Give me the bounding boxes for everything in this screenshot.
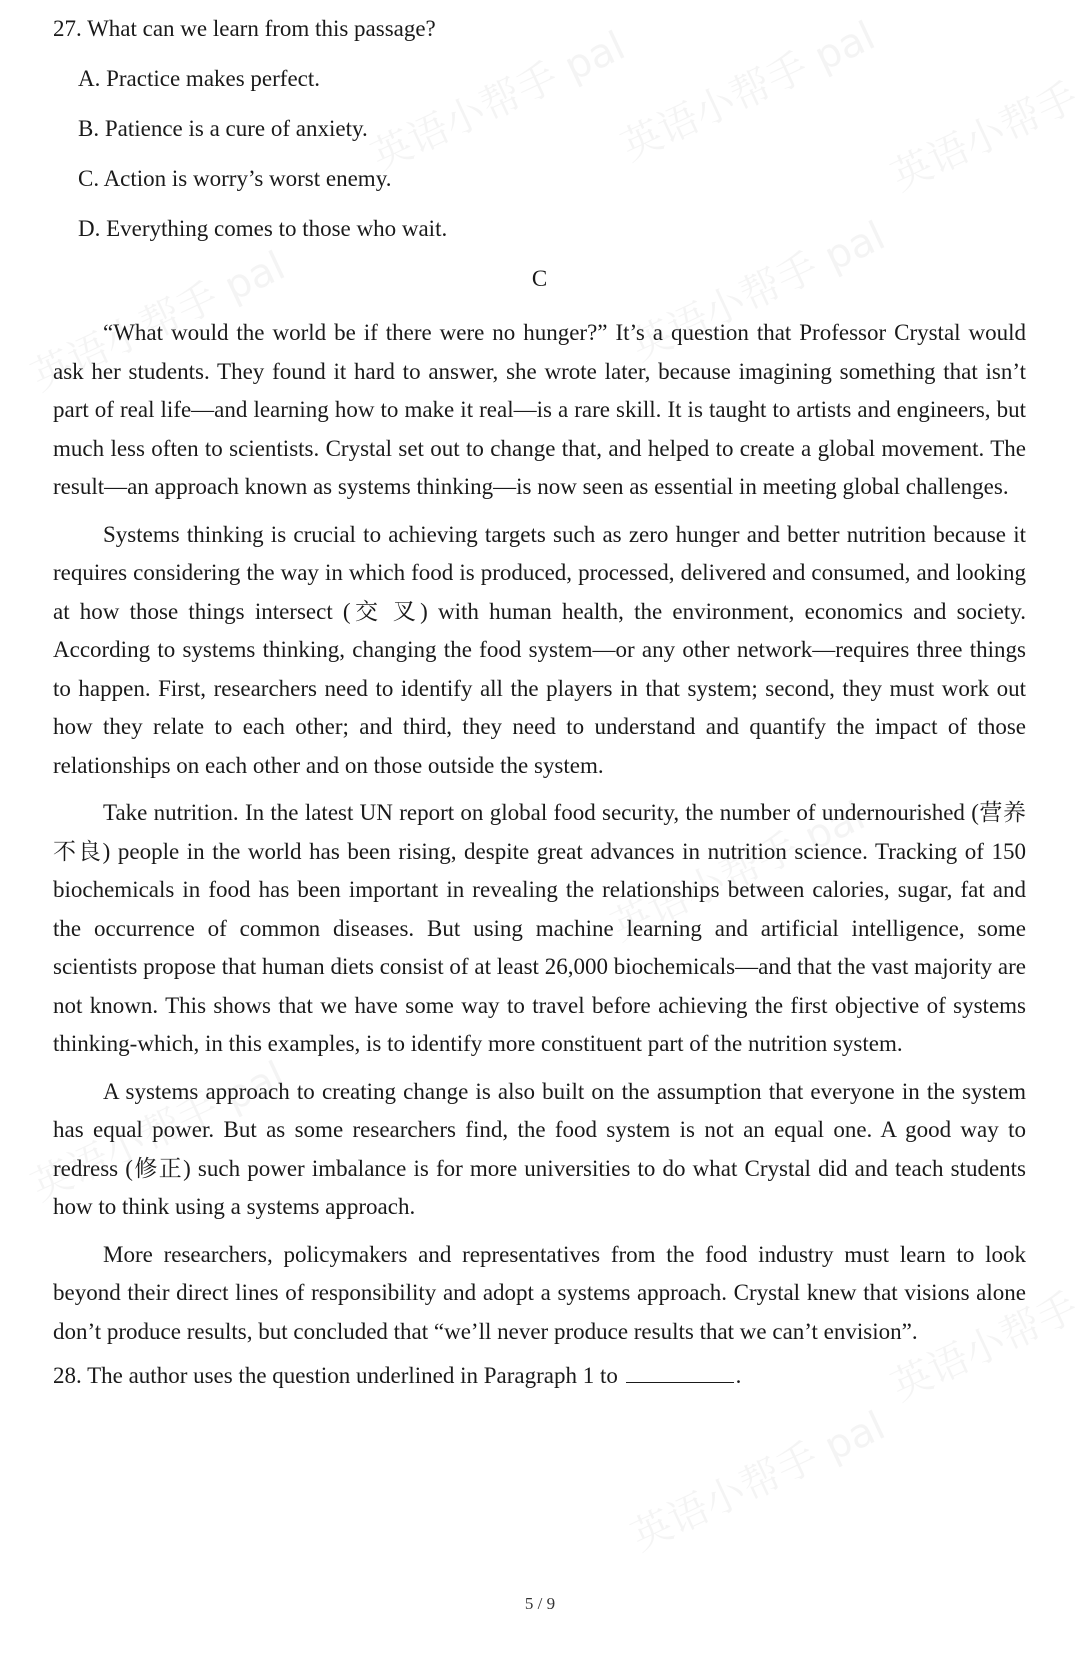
answer-blank bbox=[626, 1362, 734, 1383]
passage bbox=[53, 314, 1026, 1351]
section-heading: C bbox=[531, 266, 548, 291]
passage-paragraph-5: More researchers, policymakers and representatives from the food industry must learn to look beyond their direct lines of responsibility and adopt a systems approach. Crystal knew that visions alone don’t produce results, but concluded that “we’ll never produce results that we can’t envision”. bbox=[53, 1241, 1026, 1344]
question-27-option-d: D. Everything comes to those who wait. bbox=[78, 216, 448, 241]
question-28 bbox=[53, 1361, 1026, 1391]
passage-paragraph-4: A systems approach to creating change is also built on the assumption that everyone in the system has equal power. But as some researchers find, the food system is not an equal one. A good way to redress (修正) such power imbalance is for more universities to do what Crystal did and teach students how to think using a systems approach. bbox=[53, 1078, 1026, 1219]
question-28-stem: 28. The author uses the question underlined in Paragraph 1 to bbox=[53, 1363, 618, 1388]
page-content bbox=[53, 14, 1026, 1391]
question-27-option-b: B. Patience is a cure of anxiety. bbox=[78, 116, 368, 141]
passage-paragraph-2: Systems thinking is crucial to achieving targets such as zero hunger and better nutrition because it requires considering the way in which food is produced, processed, delivered and consumed, and looking at how those things intersect (交 叉) with human health, the environment, economics and society. According to systems thinking, changing the food system—or any other network—requires three things to happen. First, researchers need to identify all the players in that system; second, they must work out how they relate to each other; and third, they need to understand and quantify the impact of those relationships on each other and on those outside the system. bbox=[53, 521, 1026, 778]
passage-paragraph-1: “What would the world be if there were no hunger?” It’s a question that Professor Crystal would ask her students. They found it hard to answer, she wrote later, because imagining something that isn’t part of real life—and learning how to make it real—is a rare skill. It is taught to artists and engineers, but much less often to scientists. Crystal set out to change that, and helped to create a global movement. The result—an approach known as systems thinking—is now seen as essential in meeting global challenges. bbox=[53, 320, 1026, 499]
question-27-stem: 27. What can we learn from this passage? bbox=[53, 16, 436, 41]
page-number: 5 / 9 bbox=[524, 1594, 556, 1613]
question-27-option-c: C. Action is worry’s worst enemy. bbox=[78, 166, 392, 191]
watermark bbox=[621, 1395, 893, 1562]
question-27 bbox=[53, 14, 1026, 264]
question-27-option-a: A. Practice makes perfect. bbox=[78, 66, 321, 91]
question-28-end: . bbox=[735, 1363, 742, 1388]
passage-paragraph-3: Take nutrition. In the latest UN report on global food security, the number of undernourished (营养不良) people in the world has been rising, despite great advances in nutrition science. Tracking of 150 biochemicals in food has been important in revealing the relationships between calories, sugar, fat and the occurrence of common diseases. But using machine learning and artificial intelligence, some scientists propose that human diets consist of at least 26,000 biochemicals—and that the vast majority are not known. This shows that we have some way to travel before achieving the first objective of systems thinking-which, in this examples, is to identify more constituent part of the nutrition system. bbox=[53, 800, 1026, 1056]
